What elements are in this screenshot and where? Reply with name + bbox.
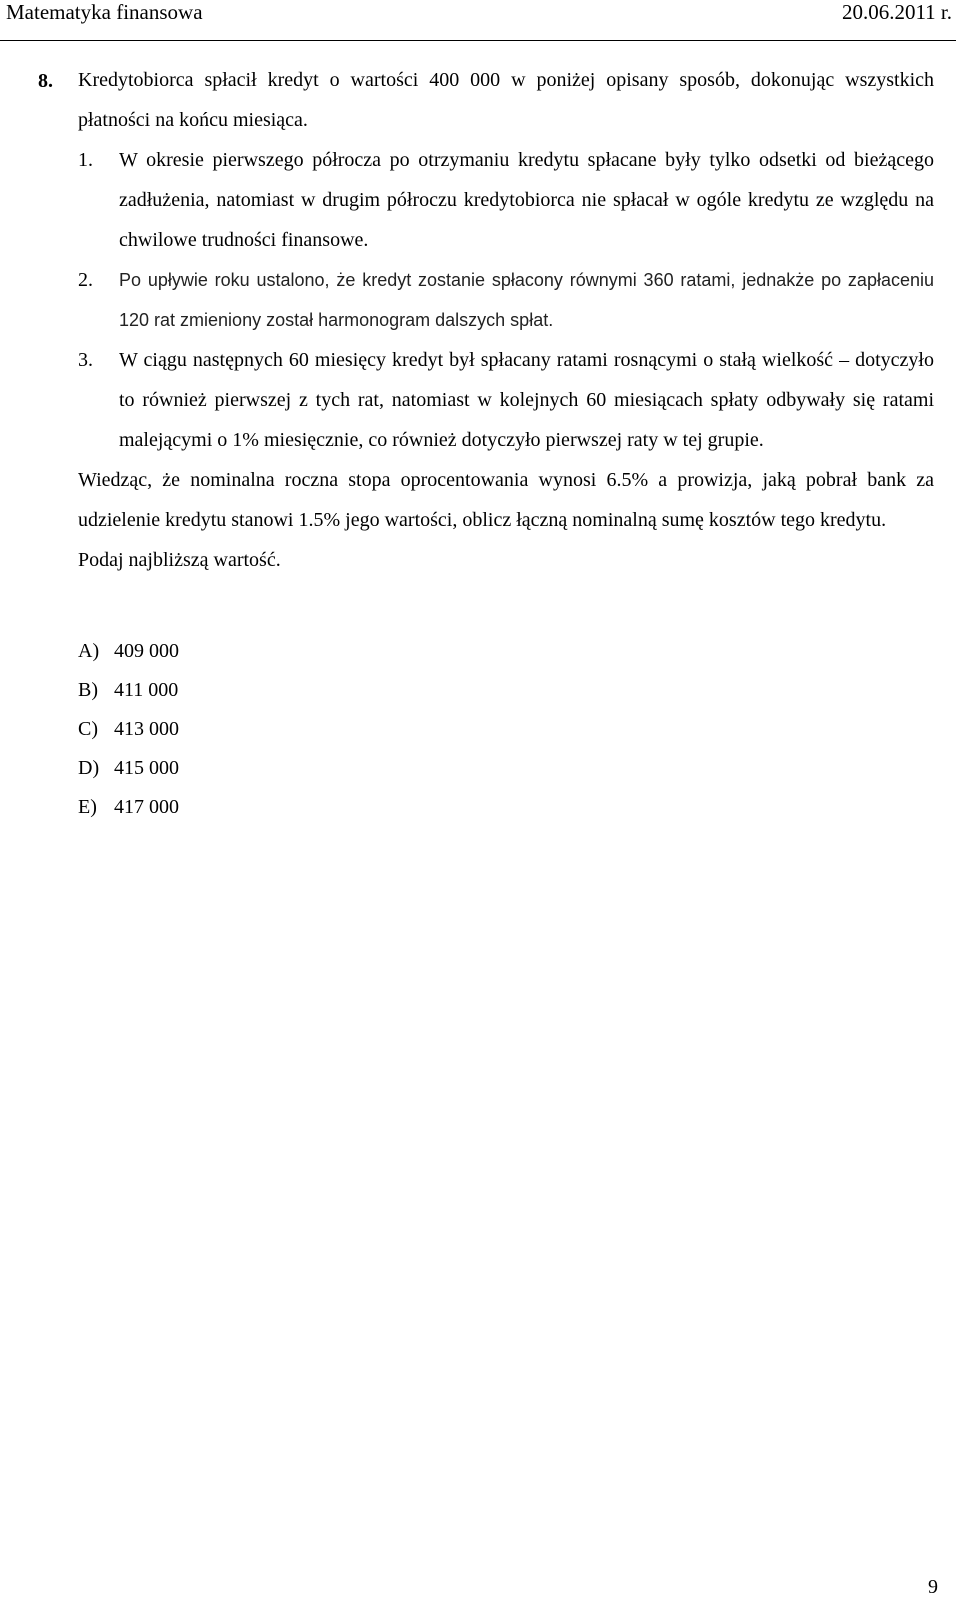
answer-letter: B) — [78, 679, 98, 701]
step-text: W ciągu następnych 60 miesięcy kredyt był spłacany ratami rosnącymi o stałą wielkość – dotyczyło to również pierwszej z tych rat, natomiast w kolejnych 60 miesiącach spłaty odbywały się ratami malejącymi o 1% miesięcznie, co również dotyczyło pierwszej raty w tej grupie. — [119, 349, 934, 451]
header-divider — [0, 40, 956, 41]
problem-instruction: Podaj najbliższą wartość. — [78, 549, 281, 571]
step-text: W okresie pierwszego półrocza po otrzymaniu kredytu spłacane były tylko odsetki od bieżącego zadłużenia, natomiast w drugim półroczu kredytobiorca nie spłacał w ogóle kredytu ze względu na chwilowe trudności finansowe. — [119, 149, 934, 251]
answer-option-b — [78, 671, 960, 710]
header-date: 20.06.2011 r. — [841, 0, 952, 24]
answer-letter: D) — [78, 757, 100, 779]
problem-intro: Kredytobiorca spłacił kredyt o wartości 400 000 w poniżej opisany sposób, dokonując wszystkich płatności na końcu miesiąca. — [78, 69, 934, 131]
answer-value: 409 000 — [114, 640, 179, 662]
answer-value: 413 000 — [114, 718, 179, 740]
step-item-2 — [0, 260, 960, 340]
answer-letter: C) — [78, 718, 98, 740]
answer-option-e — [78, 788, 960, 827]
step-number: 3. — [78, 349, 93, 371]
step-number: 1. — [78, 149, 93, 171]
answer-option-c — [78, 710, 960, 749]
answer-value: 415 000 — [114, 757, 179, 779]
step-item-1 — [0, 140, 960, 260]
header-subject: Matematyka finansowa — [6, 0, 203, 24]
answer-option-d — [78, 749, 960, 788]
problem-number: 8. — [38, 70, 53, 92]
step-text: Po upływie roku ustalono, że kredyt zostanie spłacony równymi 360 ratami, jednakże po zapłaceniu 120 rat zmieniony został harmonogram dalszych spłat. — [119, 270, 934, 330]
step-item-3 — [0, 340, 960, 460]
problem-8 — [0, 60, 960, 140]
answer-value: 417 000 — [114, 796, 179, 818]
answer-letter: E) — [78, 796, 97, 818]
step-number: 2. — [78, 269, 93, 291]
answer-letter: A) — [78, 640, 100, 662]
page-header — [0, 0, 960, 44]
answer-option-a — [78, 632, 960, 671]
page-number: 9 — [928, 1576, 938, 1598]
answer-value: 411 000 — [114, 679, 179, 701]
step-list — [0, 140, 960, 460]
problem-content — [0, 60, 960, 827]
answer-list — [0, 632, 960, 827]
problem-question: Wiedząc, że nominalna roczna stopa oprocentowania wynosi 6.5% a prowizja, jaką pobrał bank za udzielenie kredytu stanowi 1.5% jego wartości, oblicz łączną nominalną sumę kosztów tego kredytu. — [78, 469, 934, 531]
